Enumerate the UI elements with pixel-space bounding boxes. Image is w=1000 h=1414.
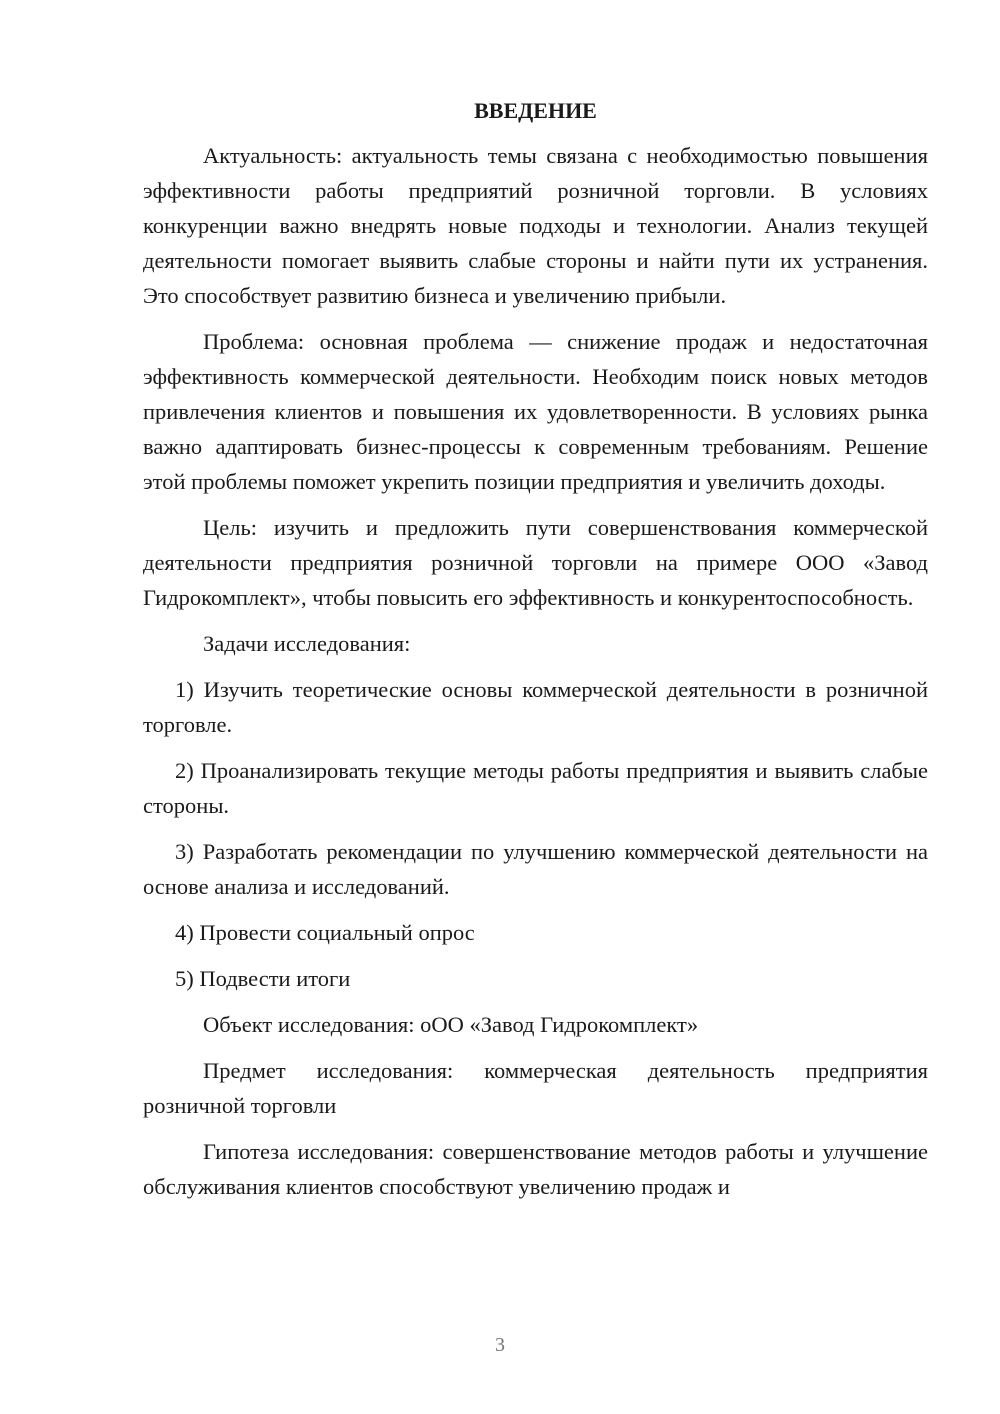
relevance-paragraph: Актуальность: актуальность темы связана с необходимостью повышения эффективности работы предприятий розничной торговли. В условиях конкуренции важно внедрять новые подходы и технологии. Анализ текущей деятельности помогает выявить слабые стороны и найти пути их устранения. Это способствует развитию бизнеса и увеличению прибыли. [143, 143, 928, 308]
document-page [143, 96, 928, 1215]
subject-paragraph: Предмет исследования: коммерческая деятельность предприятия розничной торговли [143, 1058, 928, 1118]
task-item-3: 3) Разработать рекомендации по улучшению коммерческой деятельности на основе анализа и исследований. [143, 839, 928, 899]
tasks-heading: Задачи исследования: [203, 631, 411, 656]
task-item-2: 2) Проанализировать текущие методы работы предприятия и выявить слабые стороны. [143, 758, 928, 818]
task-item-1: 1) Изучить теоретические основы коммерческой деятельности в розничной торговле. [143, 677, 928, 737]
hypothesis-paragraph: Гипотеза исследования: совершенствование методов работы и улучшение обслуживания клиентов способствуют увеличению продаж и [143, 1139, 928, 1199]
object-paragraph: Объект исследования: оОО «Завод Гидрокомплект» [203, 1012, 699, 1037]
problem-paragraph: Проблема: основная проблема — снижение продаж и недостаточная эффективность коммерческой деятельности. Необходим поиск новых методов привлечения клиентов и повышения их удовлетворенности. В условиях рынка важно адаптировать бизнес-процессы к современным требованиям. Решение этой проблемы поможет укрепить позиции предприятия и увеличить доходы. [143, 329, 928, 494]
task-item-4: 4) Провести социальный опрос [175, 920, 475, 945]
goal-paragraph: Цель: изучить и предложить пути совершенствования коммерческой деятельности предприятия розничной торговли на примере ООО «Завод Гидрокомплект», чтобы повысить его эффективность и конкурентоспособность. [143, 515, 928, 610]
task-item-5: 5) Подвести итоги [175, 966, 351, 991]
section-title: ВВЕДЕНИЕ [474, 98, 597, 123]
page-number: 3 [495, 1334, 505, 1356]
